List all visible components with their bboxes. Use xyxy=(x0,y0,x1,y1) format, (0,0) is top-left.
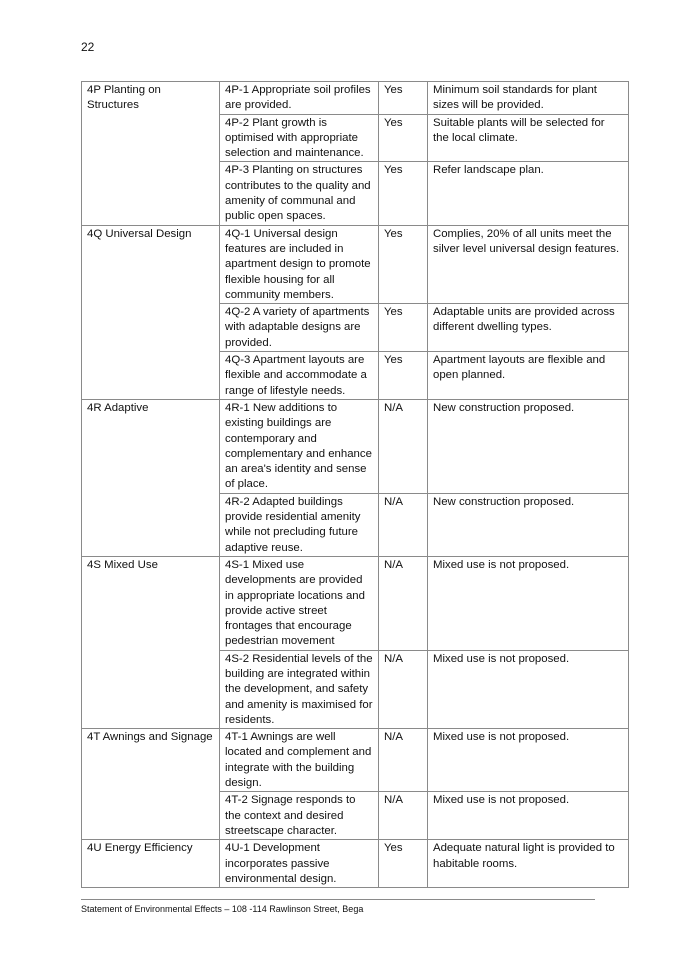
comment-cell: Adaptable units are provided across different dwelling types. xyxy=(428,304,629,352)
status-cell: Yes xyxy=(379,304,428,352)
comment-cell: Complies, 20% of all units meet the silver level universal design features. xyxy=(428,225,629,303)
criterion-cell: 4R-1 New additions to existing buildings are contemporary and complementary and enhance an area's identity and sense of place. xyxy=(220,399,379,493)
table-row xyxy=(82,556,629,650)
comment-cell: Mixed use is not proposed. xyxy=(428,556,629,650)
status-cell: N/A xyxy=(379,556,428,650)
table-row xyxy=(82,840,629,888)
comment-cell: Minimum soil standards for plant sizes will be provided. xyxy=(428,82,629,115)
comment-cell: Adequate natural light is provided to habitable rooms. xyxy=(428,840,629,888)
objective-cell: 4R Adaptive xyxy=(82,399,220,556)
criterion-cell: 4T-1 Awnings are well located and complement and integrate with the building design. xyxy=(220,729,379,792)
footer-text: Statement of Environmental Effects – 108 -114 Rawlinson Street, Bega xyxy=(81,904,364,914)
criterion-cell: 4S-2 Residential levels of the building are integrated within the development, and safety and amenity is maximised for residents. xyxy=(220,650,379,728)
table-row xyxy=(82,729,629,792)
status-cell: N/A xyxy=(379,493,428,556)
compliance-table xyxy=(81,81,629,888)
status-cell: Yes xyxy=(379,82,428,115)
status-cell: Yes xyxy=(379,840,428,888)
status-cell: Yes xyxy=(379,114,428,162)
objective-cell: 4Q Universal Design xyxy=(82,225,220,399)
comment-cell: Mixed use is not proposed. xyxy=(428,729,629,792)
comment-cell: Suitable plants will be selected for the local climate. xyxy=(428,114,629,162)
status-cell: Yes xyxy=(379,225,428,303)
criterion-cell: 4T-2 Signage responds to the context and desired streetscape character. xyxy=(220,792,379,840)
comment-cell: Apartment layouts are flexible and open planned. xyxy=(428,352,629,400)
table-row xyxy=(82,225,629,303)
status-cell: N/A xyxy=(379,729,428,792)
criterion-cell: 4Q-2 A variety of apartments with adaptable designs are provided. xyxy=(220,304,379,352)
comment-cell: Mixed use is not proposed. xyxy=(428,792,629,840)
objective-cell: 4T Awnings and Signage xyxy=(82,729,220,840)
criterion-cell: 4Q-3 Apartment layouts are flexible and accommodate a range of lifestyle needs. xyxy=(220,352,379,400)
criterion-cell: 4Q-1 Universal design features are included in apartment design to promote flexible housing for all community members. xyxy=(220,225,379,303)
footer-divider xyxy=(81,899,595,900)
objective-cell: 4S Mixed Use xyxy=(82,556,220,728)
status-cell: N/A xyxy=(379,792,428,840)
comment-cell: Refer landscape plan. xyxy=(428,162,629,225)
status-cell: Yes xyxy=(379,162,428,225)
status-cell: N/A xyxy=(379,650,428,728)
objective-cell: 4P Planting on Structures xyxy=(82,82,220,226)
criterion-cell: 4U-1 Development incorporates passive environmental design. xyxy=(220,840,379,888)
criterion-cell: 4R-2 Adapted buildings provide residential amenity while not precluding future adaptive reuse. xyxy=(220,493,379,556)
criterion-cell: 4P-3 Planting on structures contributes to the quality and amenity of communal and public open spaces. xyxy=(220,162,379,225)
comment-cell: New construction proposed. xyxy=(428,399,629,493)
criterion-cell: 4P-1 Appropriate soil profiles are provided. xyxy=(220,82,379,115)
criterion-cell: 4P-2 Plant growth is optimised with appropriate selection and maintenance. xyxy=(220,114,379,162)
objective-cell: 4U Energy Efficiency xyxy=(82,840,220,888)
table-row xyxy=(82,82,629,115)
criterion-cell: 4S-1 Mixed use developments are provided in appropriate locations and provide active street frontages that encourage pedestrian movement xyxy=(220,556,379,650)
comment-cell: New construction proposed. xyxy=(428,493,629,556)
status-cell: N/A xyxy=(379,399,428,493)
page-number: 22 xyxy=(81,40,95,54)
comment-cell: Mixed use is not proposed. xyxy=(428,650,629,728)
status-cell: Yes xyxy=(379,352,428,400)
compliance-table-body xyxy=(82,82,629,888)
table-row xyxy=(82,399,629,493)
